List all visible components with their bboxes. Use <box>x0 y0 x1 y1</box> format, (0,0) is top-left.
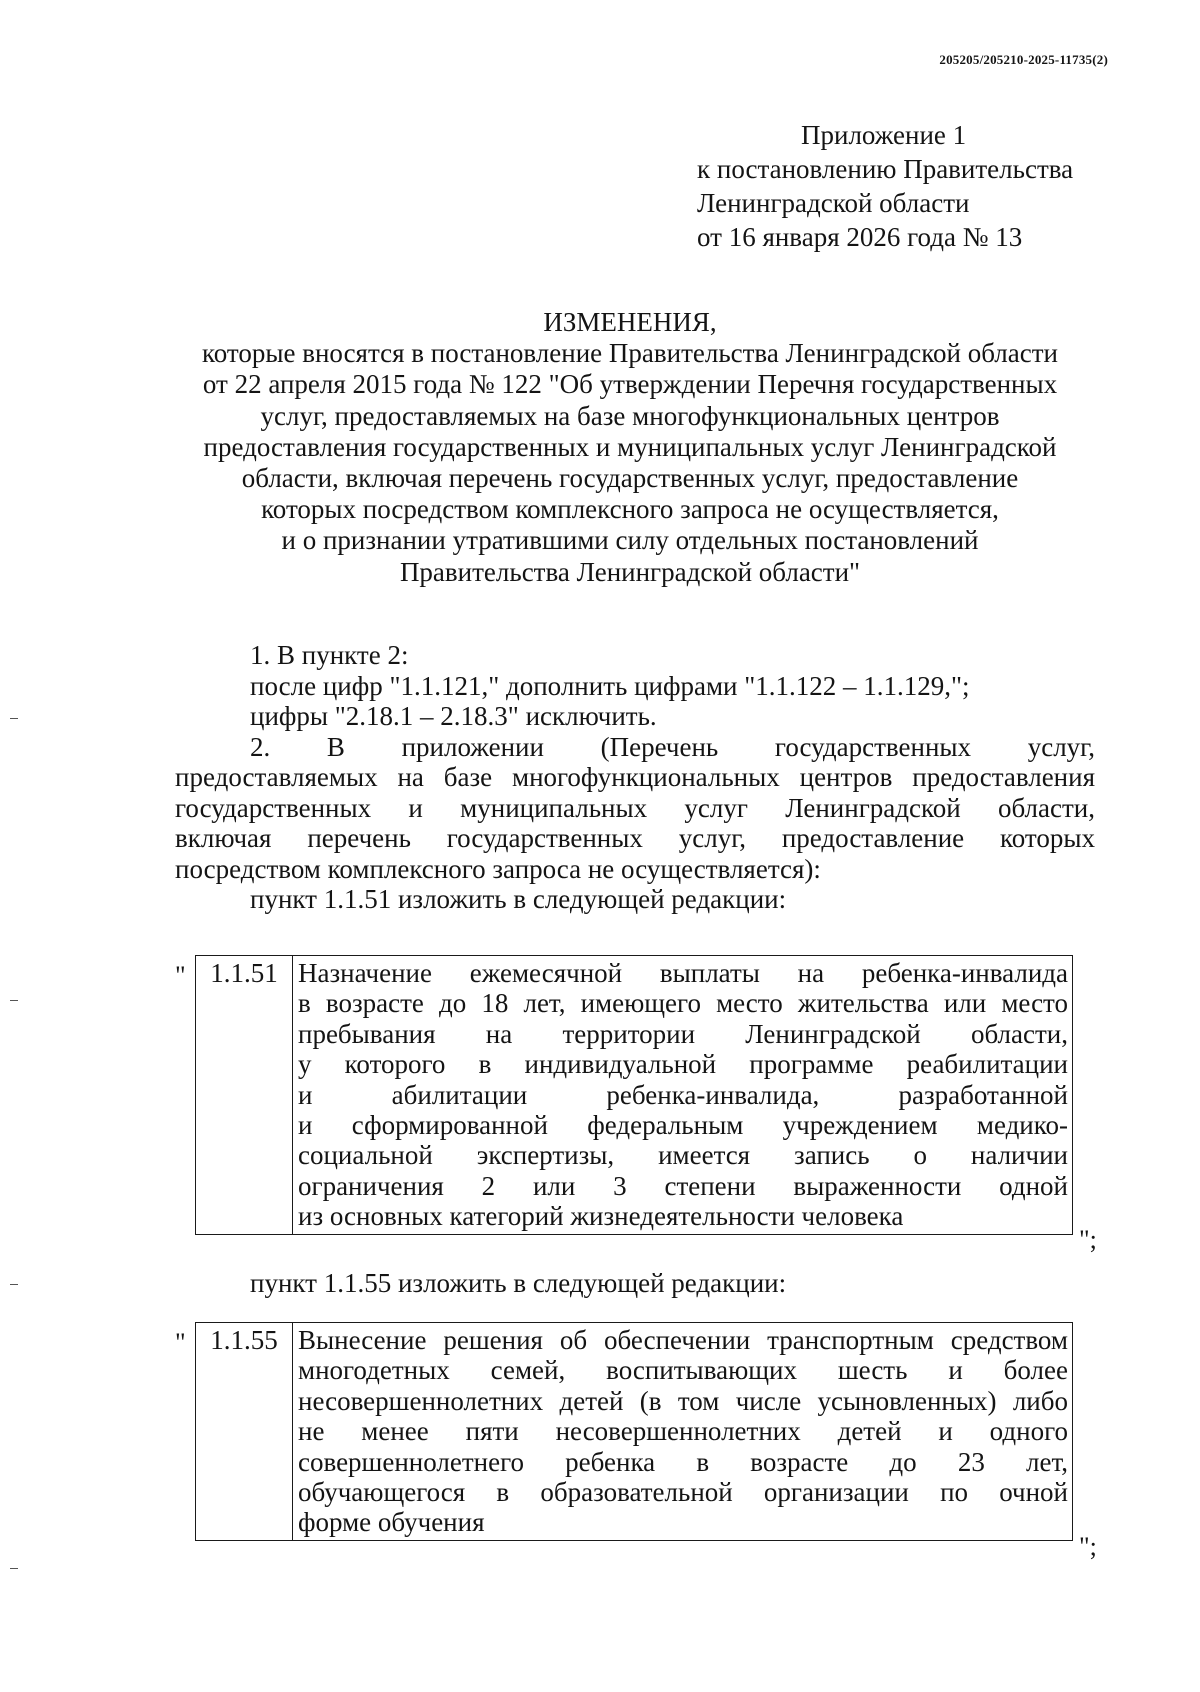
item-text-line: несовершеннолетних детей (в том числе усыновленных) либо <box>298 1385 1068 1416</box>
heading-line: области, включая перечень государственных услуг, предоставление <box>241 463 1019 494</box>
appendix-line: от 16 января 2026 года № 13 <box>697 222 1023 252</box>
paragraph-2-line: включая перечень государственных услуг, предоставление которых <box>175 823 1095 853</box>
table-row <box>196 1323 1073 1541</box>
p2-word: 2. <box>250 731 271 762</box>
quote-close: "; <box>1079 1532 1097 1561</box>
heading-line: услуг, предоставляемых на базе многофункциональных центров <box>260 400 1000 431</box>
table-1 <box>195 955 1073 1235</box>
item-text-line: Вынесение решения об обеспечении транспортным средством <box>298 1325 1068 1355</box>
margin-mark <box>10 1568 18 1569</box>
table-1-block <box>175 955 1135 1255</box>
appendix-line: к постановлению Правительства <box>697 154 1074 184</box>
margin-mark <box>10 1284 18 1285</box>
paragraph-1-line: после цифр "1.1.121," дополнить цифрами "1.1.122 – 1.1.129,"; <box>250 670 970 701</box>
paragraph-2-line: государственных и муниципальных услуг Ленинградской области, <box>175 792 1095 823</box>
margin-mark <box>10 1000 18 1001</box>
p2-word: В <box>326 731 345 762</box>
appendix-line: Ленинградской области <box>697 188 970 218</box>
item-text-line: многодетных семей, воспитывающих шесть и более <box>298 1355 1068 1386</box>
quote-open: " <box>175 961 186 990</box>
heading-line: предоставления государственных и муниципальных услуг Ленинградской <box>203 431 1057 462</box>
item-text-line: пребывания на территории Ленинградской области, <box>298 1018 1068 1049</box>
heading-line: Правительства Ленинградской области" <box>399 556 861 587</box>
heading-line: которые вносятся в постановление Правительства Ленинградской области <box>201 338 1058 369</box>
item-text-line: не менее пяти несовершеннолетних детей и одного <box>298 1416 1068 1447</box>
heading-title: ИЗМЕНЕНИЯ, <box>543 307 717 337</box>
table-row <box>196 956 1073 1235</box>
document-heading <box>170 307 1090 588</box>
heading-line: которых посредством комплексного запроса не осуществляется, <box>261 494 999 525</box>
item-text-line: из основных категорий жизнедеятельности человека <box>298 1201 904 1232</box>
item-number: 1.1.55 <box>196 1323 293 1541</box>
paragraph-1-title: 1. В пункте 2: <box>250 640 409 670</box>
item-text-line: форме обучения <box>298 1507 485 1538</box>
item-text-line: и абилитации ребенка-инвалида, разработанной <box>298 1079 1068 1110</box>
item-text-line: совершеннолетнего ребенка в возрасте до 23 лет, <box>298 1446 1068 1477</box>
p2-word: приложении <box>401 731 544 762</box>
item-text-line: Назначение ежемесячной выплаты на ребенка-инвалида <box>298 958 1068 988</box>
p2-word: государственных <box>774 731 972 762</box>
appendix-line: Приложение 1 <box>801 120 967 150</box>
item-text-line: ограничения 2 или 3 степени выраженности одной <box>298 1170 1068 1201</box>
table-2-block <box>175 1322 1135 1562</box>
heading-line: и о признании утратившими силу отдельных постановлений <box>281 525 979 556</box>
paragraph-2-first-line <box>175 732 1095 763</box>
item-text-line: и сформированной федеральным учреждением медико- <box>298 1110 1068 1141</box>
item-text-line: социальной экспертизы, имеется запись о наличии <box>298 1140 1068 1171</box>
item-text-line: обучающегося в образовательной организации по очной <box>298 1477 1068 1508</box>
quote-close: "; <box>1079 1225 1097 1254</box>
p2-word: (Перечень <box>600 731 719 762</box>
appendix-block <box>697 118 1073 254</box>
item-text <box>293 1323 1073 1541</box>
item-2-intro: пункт 1.1.55 изложить в следующей редакции: <box>250 1268 787 1298</box>
item-text-line: в возрасте до 18 лет, имеющего место жительства или место <box>298 988 1068 1019</box>
quote-open: " <box>175 1328 186 1357</box>
paragraph-1-line: цифры "2.18.1 – 2.18.3" исключить. <box>250 701 657 731</box>
item-number: 1.1.51 <box>196 956 293 1235</box>
heading-line: от 22 апреля 2015 года № 122 "Об утверждении Перечня государственных <box>202 369 1058 400</box>
item-text <box>293 956 1073 1235</box>
table-2 <box>195 1322 1073 1541</box>
document-id: 205205/205210-2025-11735(2) <box>939 52 1108 67</box>
paragraph-2-line: посредством комплексного запроса не осуществляется): <box>175 853 821 884</box>
document-body <box>175 640 1095 915</box>
item-1-intro: пункт 1.1.51 изложить в следующей редакции: <box>250 884 787 914</box>
margin-mark <box>10 718 18 719</box>
p2-word: услуг, <box>1027 731 1095 762</box>
item-text-line: у которого в индивидуальной программе реабилитации <box>298 1049 1068 1080</box>
paragraph-2-line: предоставляемых на базе многофункциональных центров предоставления <box>175 762 1095 792</box>
